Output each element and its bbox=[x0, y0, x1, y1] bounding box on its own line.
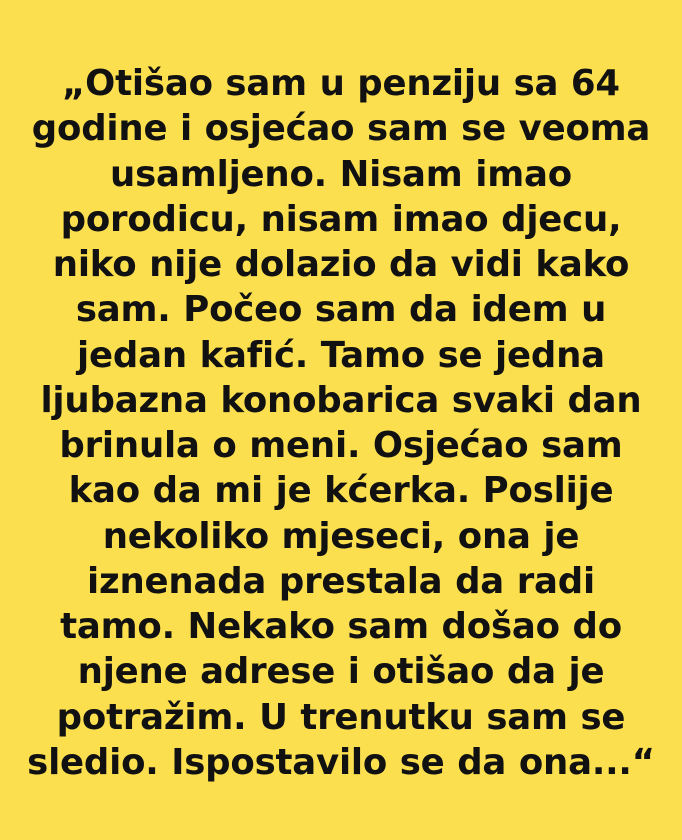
quote-text: „Otišao sam u penziju sa 64 godine i osjećao sam se veoma usamljeno. Nisam imao porodicu, nisam imao djecu, niko nije dolazio da vidi kako sam. Počeo sam da idem u jedan kafić. Tamo se jedna ljubazna konobarica svaki dan brinula o meni. Osjećao sam kao da mi je kćerka. Poslije nekoliko mjeseci, ona je iznenada prestala da radi tamo. Nekako sam došao do njene adrese i otišao da je potražim. U trenutku sam se sledio. Ispostavilo se da ona...“ bbox=[27, 63, 655, 783]
